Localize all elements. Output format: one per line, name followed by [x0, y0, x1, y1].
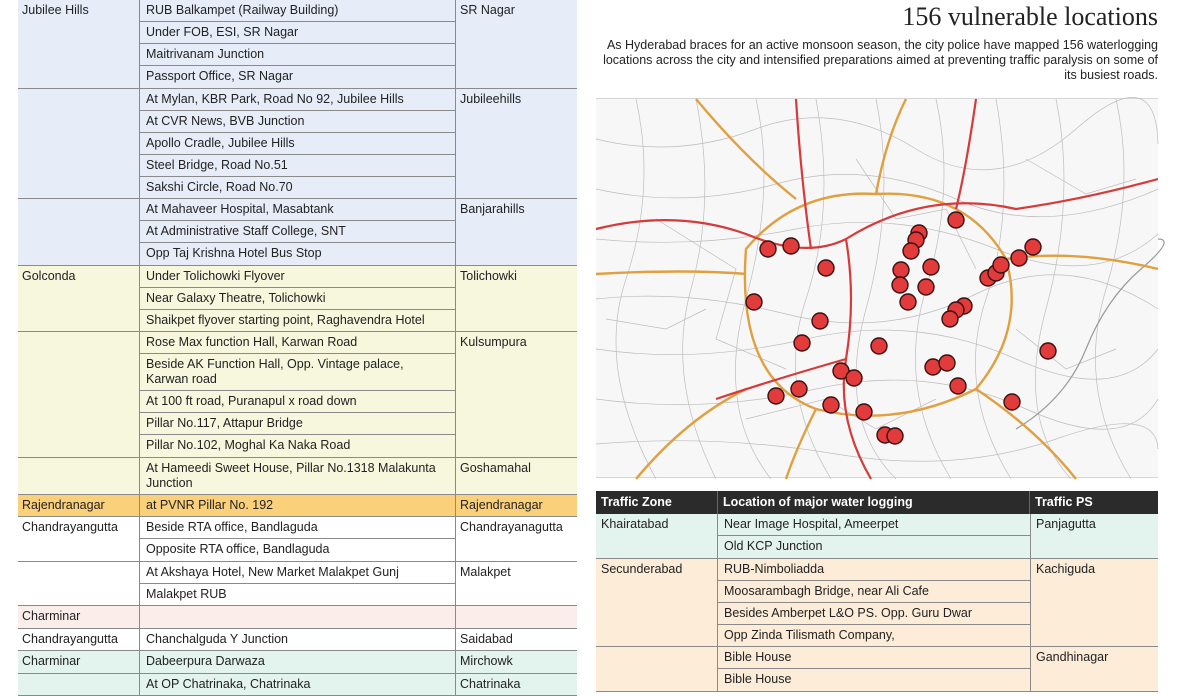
traffic-ps-cell: Goshamahal	[455, 458, 577, 494]
location-cell: At Akshaya Hotel, New Market Malakpet Gunj	[140, 562, 455, 584]
table-group-row	[18, 674, 577, 696]
waterlogging-marker	[812, 313, 828, 329]
location-cell: Malakpet RUB	[140, 584, 455, 606]
table-group-row	[18, 495, 577, 518]
traffic-ps-cell: Mirchowk	[455, 651, 577, 673]
waterlogging-marker	[823, 397, 839, 413]
traffic-ps-cell: Kachiguda	[1030, 559, 1158, 647]
traffic-zone-cell	[18, 199, 140, 265]
intro-paragraph: As Hyderabad braces for an active monsoon season, the city police have mapped 156 waterlogging locations across the city and intensified preparations aimed at preventing traffic paralysis on some of its busiest roads.	[596, 38, 1158, 83]
location-cell: RUB Balkampet (Railway Building)	[140, 0, 455, 22]
waterlogging-marker	[939, 355, 955, 371]
location-cell: Old KCP Junction	[718, 536, 1030, 558]
table-group-row	[18, 199, 577, 266]
location-cell: Bible House	[718, 647, 1030, 669]
location-cell: Pillar No.117, Attapur Bridge	[140, 413, 455, 435]
location-cell	[140, 606, 455, 628]
header-traffic-ps: Traffic PS	[1030, 491, 1158, 514]
waterlogging-marker	[942, 311, 958, 327]
location-cell: Beside AK Function Hall, Opp. Vintage palace, Karwan road	[140, 354, 455, 391]
waterlogging-marker	[783, 238, 799, 254]
waterlogging-marker	[948, 212, 964, 228]
traffic-zone-cell: Khairatabad	[596, 514, 718, 558]
table-group-row	[18, 562, 577, 607]
location-list	[140, 89, 455, 199]
page-title: 156 vulnerable locations	[882, 2, 1158, 36]
traffic-zone-cell: Chandrayangutta	[18, 517, 140, 561]
traffic-ps-cell: Jubileehills	[455, 89, 577, 199]
header-traffic-zone: Traffic Zone	[596, 491, 718, 514]
waterlogging-marker	[918, 279, 934, 295]
location-cell: At Mylan, KBR Park, Road No 92, Jubilee Hills	[140, 89, 455, 111]
waterlogging-marker	[746, 294, 762, 310]
traffic-ps-cell: Chandrayanagutta	[455, 517, 577, 561]
location-cell: Beside RTA office, Bandlaguda	[140, 517, 455, 539]
table-group-row	[596, 559, 1158, 648]
right-table-body	[596, 514, 1158, 692]
location-list	[140, 458, 455, 494]
traffic-ps-cell: Chatrinaka	[455, 674, 577, 696]
major-waterlogging-table	[596, 491, 1158, 675]
location-cell: Under FOB, ESI, SR Nagar	[140, 22, 455, 44]
location-list	[140, 332, 455, 457]
waterlogging-marker	[1040, 343, 1056, 359]
location-list	[140, 629, 455, 651]
location-cell: At OP Chatrinaka, Chatrinaka	[140, 674, 455, 696]
traffic-ps-cell: Kulsumpura	[455, 332, 577, 457]
location-cell: Opp Taj Krishna Hotel Bus Stop	[140, 243, 455, 265]
location-cell: Steel Bridge, Road No.51	[140, 155, 455, 177]
traffic-zone-cell: Chandrayangutta	[18, 629, 140, 651]
traffic-zone-cell: Charminar	[18, 606, 140, 628]
location-cell: Opposite RTA office, Bandlaguda	[140, 539, 455, 561]
location-cell: Sakshi Circle, Road No.70	[140, 177, 455, 199]
location-list	[140, 0, 455, 88]
location-list	[140, 199, 455, 265]
location-cell: RUB-Nimboliadda	[718, 559, 1030, 581]
location-list	[140, 651, 455, 673]
location-cell: Near Galaxy Theatre, Tolichowki	[140, 288, 455, 310]
location-cell: Moosarambagh Bridge, near Ali Cafe	[718, 581, 1030, 603]
waterlogging-markers	[746, 212, 1056, 444]
waterlogging-marker	[794, 335, 810, 351]
table-group-row	[596, 514, 1158, 559]
table-group-row	[18, 266, 577, 333]
location-list	[140, 562, 455, 606]
traffic-zone-cell	[18, 89, 140, 199]
traffic-ps-cell: Gandhinagar	[1030, 647, 1158, 691]
traffic-ps-cell: Panjagutta	[1030, 514, 1158, 558]
location-cell: Near Image Hospital, Ameerpet	[718, 514, 1030, 536]
location-cell: Pillar No.102, Moghal Ka Naka Road	[140, 435, 455, 457]
table-group-row	[18, 89, 577, 200]
waterlogging-marker	[818, 260, 834, 276]
waterlogging-marker	[950, 378, 966, 394]
table-group-row	[18, 332, 577, 458]
waterlogging-marker	[760, 241, 776, 257]
traffic-ps-cell: Tolichowki	[455, 266, 577, 332]
traffic-zone-cell	[18, 562, 140, 606]
waterlogging-marker	[887, 428, 903, 444]
waterlogging-marker	[871, 338, 887, 354]
traffic-zone-cell	[596, 647, 718, 691]
map-canvas	[596, 99, 1158, 479]
traffic-zone-cell: Charminar	[18, 651, 140, 673]
waterlogging-marker	[892, 277, 908, 293]
left-table-body	[18, 0, 577, 696]
traffic-zone-cell: Rajendranagar	[18, 495, 140, 517]
location-cell: At CVR News, BVB Junction	[140, 111, 455, 133]
traffic-zone-cell: Secunderabad	[596, 559, 718, 647]
location-list	[718, 647, 1030, 691]
table-header	[596, 491, 1158, 514]
location-list	[140, 495, 455, 517]
table-group-row	[18, 606, 577, 629]
location-cell: Dabeerpura Darwaza	[140, 651, 455, 673]
arterial-roads	[596, 99, 1158, 479]
traffic-ps-cell	[455, 606, 577, 628]
traffic-ps-cell: Rajendranagar	[455, 495, 577, 517]
location-cell: Chanchalguda Y Junction	[140, 629, 455, 651]
header-location: Location of major water logging	[718, 491, 1030, 514]
traffic-ps-cell: Malakpet	[455, 562, 577, 606]
river-line	[1016, 239, 1164, 429]
waterlogging-marker	[846, 370, 862, 386]
waterlogging-marker	[768, 388, 784, 404]
location-list	[140, 674, 455, 696]
location-cell: Bible House	[718, 669, 1030, 691]
location-cell: At Hameedi Sweet House, Pillar No.1318 Malakunta Junction	[140, 458, 455, 494]
waterlogging-marker	[1004, 394, 1020, 410]
location-list	[718, 514, 1030, 558]
traffic-zone-cell: Golconda	[18, 266, 140, 332]
table-group-row	[18, 651, 577, 674]
traffic-ps-cell: SR Nagar	[455, 0, 577, 88]
waterlogging-marker	[1025, 239, 1041, 255]
table-group-row	[18, 0, 577, 89]
location-cell: Under Tolichowki Flyover	[140, 266, 455, 288]
location-cell: Besides Amberpet L&O PS. Opp. Guru Dwar	[718, 603, 1030, 625]
traffic-zone-cell	[18, 332, 140, 457]
table-group-row	[18, 629, 577, 652]
table-group-row	[18, 517, 577, 562]
location-list	[718, 559, 1030, 647]
waterlogging-locations-table	[18, 0, 577, 675]
waterlogging-marker	[900, 294, 916, 310]
waterlogging-marker	[791, 381, 807, 397]
highways	[596, 99, 1158, 479]
location-cell: Shaikpet flyover starting point, Raghavendra Hotel	[140, 310, 455, 332]
waterlogging-map	[596, 98, 1158, 478]
location-cell: Rose Max function Hall, Karwan Road	[140, 332, 455, 354]
table-group-row	[18, 458, 577, 495]
location-cell: Apollo Cradle, Jubilee Hills	[140, 133, 455, 155]
waterlogging-marker	[993, 257, 1009, 273]
traffic-zone-cell	[18, 458, 140, 494]
location-cell: at PVNR Pillar No. 192	[140, 495, 455, 517]
table-group-row	[596, 647, 1158, 692]
location-cell: Passport Office, SR Nagar	[140, 66, 455, 88]
traffic-ps-cell: Banjarahills	[455, 199, 577, 265]
waterlogging-marker	[923, 259, 939, 275]
location-cell: Opp Zinda Tilismath Company,	[718, 625, 1030, 647]
traffic-zone-cell: Jubilee Hills	[18, 0, 140, 88]
traffic-ps-cell: Saidabad	[455, 629, 577, 651]
location-cell: At Mahaveer Hospital, Masabtank	[140, 199, 455, 221]
location-cell: At 100 ft road, Puranapul x road down	[140, 391, 455, 413]
location-list	[140, 606, 455, 628]
waterlogging-marker	[893, 262, 909, 278]
waterlogging-marker	[1011, 250, 1027, 266]
location-list	[140, 266, 455, 332]
street-network	[596, 97, 1158, 479]
waterlogging-marker	[856, 404, 872, 420]
traffic-zone-cell	[18, 674, 140, 696]
location-cell: At Administrative Staff College, SNT	[140, 221, 455, 243]
location-list	[140, 517, 455, 561]
waterlogging-marker	[903, 243, 919, 259]
location-cell: Maitrivanam Junction	[140, 44, 455, 66]
